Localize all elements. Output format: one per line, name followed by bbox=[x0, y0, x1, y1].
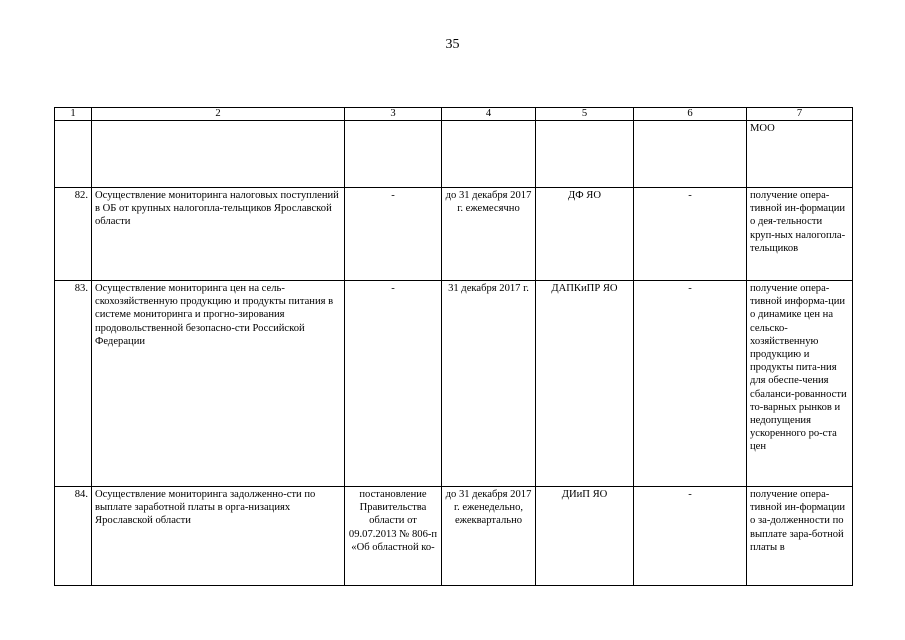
column-header-3: 3 bbox=[345, 108, 442, 121]
cell-basis: - bbox=[345, 281, 442, 487]
cell-executor: ДФ ЯО bbox=[536, 188, 634, 281]
table-row-82 bbox=[55, 188, 853, 281]
cell-measure: Осуществление мониторинга цен на сель-скохозяйственную продукцию и продукты питания в системе мониторинга и прогно-зирования продовольственной безопасно-сти Российской Федерации bbox=[92, 281, 345, 487]
cell-deadline: 31 декабря 2017 г. bbox=[442, 281, 536, 487]
cell-executor: ДАПКиПР ЯО bbox=[536, 281, 634, 487]
table-row-84 bbox=[55, 487, 853, 586]
cell-measure: Осуществление мониторинга налоговых поступлений в ОБ от крупных налогопла-тельщиков Ярославской области bbox=[92, 188, 345, 281]
cell-col6: - bbox=[634, 487, 747, 586]
cell-result: МОО bbox=[747, 121, 853, 188]
column-header-4: 4 bbox=[442, 108, 536, 121]
cell-basis: - bbox=[345, 188, 442, 281]
cell-col6 bbox=[634, 121, 747, 188]
column-header-2: 2 bbox=[92, 108, 345, 121]
cell-basis bbox=[345, 121, 442, 188]
column-header-5: 5 bbox=[536, 108, 634, 121]
column-header-7: 7 bbox=[747, 108, 853, 121]
cell-number bbox=[55, 121, 92, 188]
cell-executor: ДИиП ЯО bbox=[536, 487, 634, 586]
cell-measure: Осуществление мониторинга задолженно-сти по выплате заработной платы в орга-низациях Ярославской области bbox=[92, 487, 345, 586]
cell-deadline: до 31 декабря 2017 г. еженедельно, ежеквартально bbox=[442, 487, 536, 586]
cell-deadline bbox=[442, 121, 536, 188]
column-header-1: 1 bbox=[55, 108, 92, 121]
cell-number: 83. bbox=[55, 281, 92, 487]
cell-deadline: до 31 декабря 2017 г. ежемесячно bbox=[442, 188, 536, 281]
page-number: 35 bbox=[445, 37, 460, 52]
table-row-continuation bbox=[55, 121, 853, 188]
measures-table bbox=[54, 107, 853, 586]
cell-result: получение опера-тивной информа-ции о динамике цен на сельско-хозяйственную продукцию и продукты пита-ния для обеспе-чения сбаланси-рованности то-варных рынков и недопущения ускоренного ро-ста цен bbox=[747, 281, 853, 487]
column-header-6: 6 bbox=[634, 108, 747, 121]
cell-result: получение опера-тивной ин-формации о дея-тельности круп-ных налогопла-тельщиков bbox=[747, 188, 853, 281]
column-number-row bbox=[55, 108, 853, 121]
cell-col6: - bbox=[634, 281, 747, 487]
cell-col6: - bbox=[634, 188, 747, 281]
cell-measure bbox=[92, 121, 345, 188]
cell-executor bbox=[536, 121, 634, 188]
cell-result: получение опера-тивной ин-формации о за-долженности по выплате зара-ботной платы в bbox=[747, 487, 853, 586]
table-row-83 bbox=[55, 281, 853, 487]
cell-number: 84. bbox=[55, 487, 92, 586]
cell-basis: постановление Правительства области от 09.07.2013 № 806-п «Об областной ко- bbox=[345, 487, 442, 586]
cell-number: 82. bbox=[55, 188, 92, 281]
